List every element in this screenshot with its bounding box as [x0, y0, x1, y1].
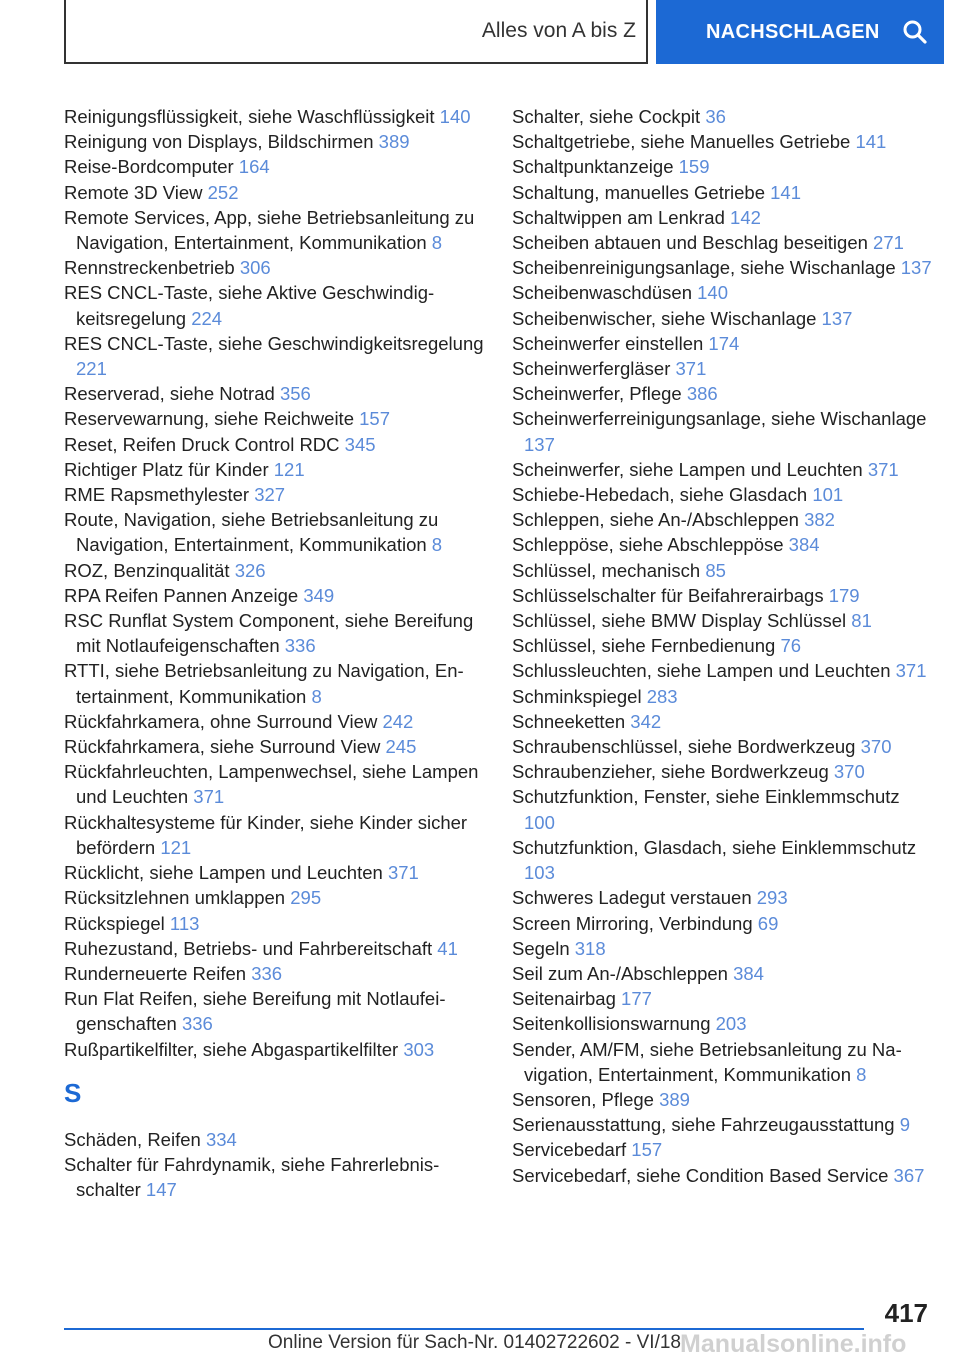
index-list-s-continued — [512, 104, 932, 1188]
page-reference-link[interactable]: 389 — [659, 1088, 690, 1110]
page-reference-link[interactable]: 336 — [181, 1013, 213, 1035]
index-entry-text: Ruhezustand, Betriebs- und Fahrbereitschaft — [64, 937, 433, 959]
search-icon[interactable] — [902, 19, 928, 45]
index-entry — [64, 1127, 494, 1152]
index-entry-text: RME Rapsmethylester — [64, 484, 250, 506]
page-reference-link[interactable]: 8 — [431, 534, 443, 556]
index-entry-text: Seitenairbag — [512, 988, 616, 1010]
index-entry-text: Seil zum An-/Abschleppen — [512, 962, 728, 984]
index-entry — [512, 104, 932, 129]
page-reference-link[interactable]: 137 — [900, 257, 932, 279]
index-entry — [512, 532, 932, 557]
index-entry-text: Schiebe-Hebedach, siehe Glasdach — [512, 484, 808, 506]
page-reference-link[interactable]: 295 — [290, 887, 322, 909]
page-reference-link[interactable]: 342 — [630, 710, 662, 732]
page-reference-link[interactable]: 245 — [385, 736, 417, 758]
page-reference-link[interactable]: 327 — [254, 484, 286, 506]
index-entry-text: Screen Mirroring, Verbindung — [512, 912, 753, 934]
page-reference-link[interactable]: 221 — [76, 358, 107, 380]
index-entry-text: Sender, AM/FM, siehe Betriebsanleitung zu Navigation, Entertainment, Kommunikation — [512, 1038, 902, 1085]
index-entry — [64, 608, 494, 658]
index-entry-text: Servicebedarf, siehe Condition Based Service — [512, 1164, 889, 1186]
index-entry-text: Reserverad, siehe Notrad — [64, 383, 275, 405]
index-entry-text: Rußpartikelfilter, siehe Abgaspartikelfilter — [64, 1038, 399, 1060]
index-entry-text: Schraubenzieher, siehe Bordwerkzeug — [512, 761, 829, 783]
page-reference-link[interactable]: 41 — [437, 937, 458, 959]
page-reference-link[interactable]: 76 — [780, 635, 802, 657]
page-reference-link[interactable]: 334 — [205, 1128, 237, 1150]
index-entry — [512, 583, 932, 608]
index-entry — [512, 1112, 932, 1137]
index-entry-text: Schlüssel, siehe BMW Display Schlüssel — [512, 610, 847, 632]
index-entry-text: Reset, Reifen Druck Control RDC — [64, 433, 340, 455]
page-reference-link[interactable]: 121 — [160, 836, 192, 858]
index-entry — [64, 558, 494, 583]
index-entry — [512, 936, 932, 961]
index-entry — [512, 608, 932, 633]
watermark: Manualsonline.info — [680, 1330, 907, 1358]
index-entry — [512, 255, 932, 280]
page-reference-link[interactable]: 8 — [856, 1063, 867, 1085]
page-reference-link[interactable]: 69 — [757, 912, 779, 934]
page-reference-link[interactable]: 8 — [311, 685, 322, 707]
index-entry — [64, 129, 494, 154]
index-entry — [512, 1137, 932, 1162]
index-list-r — [64, 104, 494, 1062]
index-entry-text: Remote 3D View — [64, 181, 203, 203]
index-entry — [64, 381, 494, 406]
index-entry-text: Schaltwippen am Lenkrad — [512, 206, 725, 228]
index-entry — [64, 961, 494, 986]
index-entry — [512, 961, 932, 986]
page-reference-link[interactable]: 141 — [770, 181, 801, 203]
page-reference-link[interactable]: 224 — [191, 307, 223, 329]
index-entry-text: Schleppen, siehe An-/Abschleppen — [512, 509, 799, 531]
index-entry — [64, 482, 494, 507]
index-entry-text: Schminkspiegel — [512, 685, 642, 707]
index-entry-text: Scheinwerfer, Pflege — [512, 383, 682, 405]
index-entry-text: RES CNCL-Taste, siehe Geschwindigkeitsregelung — [64, 332, 484, 354]
index-entry-text: Remote Services, App, siehe Betriebsanleitung zu Navigation, Entertainment, Kommunikation — [64, 206, 475, 254]
index-entry — [64, 583, 494, 608]
page-reference-link[interactable]: 164 — [238, 156, 270, 178]
index-entry-text: Segeln — [512, 937, 570, 959]
index-entry-text: Rücklicht, siehe Lampen und Leuchten — [64, 862, 383, 884]
index-entry — [64, 331, 494, 381]
index-entry-text: Seitenkollisionswarnung — [512, 1013, 711, 1035]
index-entry — [64, 1037, 494, 1062]
index-entry-text: Scheibenwaschdüsen — [512, 282, 692, 304]
index-entry — [512, 154, 932, 179]
page-reference-link[interactable]: 384 — [733, 962, 764, 984]
page-reference-link[interactable]: 142 — [730, 206, 761, 228]
page-reference-link[interactable]: 36 — [705, 106, 726, 127]
page-reference-link[interactable]: 349 — [303, 584, 335, 606]
index-entry — [64, 154, 494, 179]
index-entry-text: Schutzfunktion, Fenster, siehe Einklemmschutz — [512, 786, 900, 808]
index-column-right — [512, 104, 932, 1188]
page-reference-link[interactable]: 271 — [873, 232, 904, 254]
index-list-s — [64, 1127, 494, 1203]
index-entry-text: Rückspiegel — [64, 912, 165, 934]
index-entry-text: Scheinwerferreinigungsanlage, siehe Wischanlage — [512, 408, 927, 430]
index-entry-text: Rückfahrkamera, ohne Surround View — [64, 710, 378, 732]
index-entry-text: Schaltgetriebe, siehe Manuelles Getriebe — [512, 131, 851, 153]
index-entry — [512, 784, 932, 834]
index-entry — [64, 255, 494, 280]
index-entry — [64, 205, 494, 255]
page-reference-link[interactable]: 318 — [574, 937, 606, 959]
page-reference-link[interactable]: 356 — [279, 383, 311, 405]
index-entry-text: Schalter für Fahrdynamik, siehe Fahrerlebnisschalter — [64, 1153, 440, 1201]
section-letter: S — [64, 1077, 82, 1108]
index-entry — [64, 810, 494, 860]
index-entry — [512, 482, 932, 507]
page-reference-link[interactable]: 179 — [828, 584, 860, 606]
index-entry — [512, 306, 932, 331]
index-entry-text: Serienausstattung, siehe Fahrzeugausstattung — [512, 1114, 895, 1136]
index-entry — [512, 709, 932, 734]
index-entry — [512, 1087, 932, 1112]
page-reference-link[interactable]: 371 — [895, 660, 927, 682]
index-entry — [64, 885, 494, 910]
page-reference-link[interactable]: 8 — [431, 232, 443, 254]
index-entry — [512, 507, 932, 532]
index-entry — [64, 280, 494, 330]
index-entry-text: Richtiger Platz für Kinder — [64, 458, 269, 480]
index-entry — [512, 180, 932, 205]
page-reference-link[interactable]: 371 — [193, 786, 225, 808]
index-entry — [64, 911, 494, 936]
page-reference-link[interactable]: 85 — [705, 559, 726, 581]
index-entry — [64, 1152, 494, 1202]
page-reference-link[interactable]: 147 — [145, 1179, 177, 1201]
index-entry — [512, 356, 932, 381]
index-entry-text: RTTI, siehe Betriebsanleitung zu Navigation, Entertainment, Kommunikation — [64, 660, 464, 707]
page-reference-link[interactable]: 382 — [804, 509, 835, 531]
page-reference-link[interactable]: 371 — [387, 862, 419, 884]
index-entry-text: Route, Navigation, siehe Betriebsanleitung zu Navigation, Entertainment, Kommunikation — [64, 509, 439, 556]
index-entry-text: Scheinwerfer einstellen — [512, 332, 704, 354]
page-reference-link[interactable]: 103 — [524, 862, 555, 884]
index-entry — [64, 734, 494, 759]
index-entry-text: Reise-Bordcomputer — [64, 156, 234, 178]
index-entry-text: Reinigung von Displays, Bildschirmen — [64, 131, 374, 153]
index-entry-text: Rückfahrleuchten, Lampenwechsel, siehe Lampen und Leuchten — [64, 761, 479, 808]
index-entry — [64, 860, 494, 885]
index-entry — [512, 558, 932, 583]
index-entry — [64, 507, 494, 557]
index-entry — [512, 381, 932, 406]
tab-label: NACHSCHLAGEN — [706, 20, 880, 43]
page-number: 417 — [884, 1298, 928, 1328]
page-reference-link[interactable]: 159 — [678, 156, 710, 178]
page-reference-link[interactable]: 283 — [646, 685, 678, 707]
page-reference-link[interactable]: 100 — [524, 811, 555, 833]
page-reference-link[interactable]: 113 — [169, 912, 200, 934]
index-entry — [512, 1011, 932, 1036]
index-entry — [64, 709, 494, 734]
index-entry-text: Scheibenreinigungsanlage, siehe Wischanlage — [512, 257, 896, 279]
page-reference-link[interactable]: 140 — [439, 106, 471, 127]
index-entry-text: Reservewarnung, siehe Reichweite — [64, 408, 354, 430]
page-reference-link[interactable]: 386 — [686, 383, 718, 405]
page-reference-link[interactable]: 345 — [344, 433, 376, 455]
page-reference-link[interactable]: 203 — [715, 1013, 747, 1035]
online-version-note: Online Version für Sach-Nr. 01402722602 - VI/18 — [268, 1332, 681, 1353]
page-reference-link[interactable]: 370 — [833, 761, 865, 783]
index-entry-text: Rückhaltesysteme für Kinder, siehe Kinder sicher befördern — [64, 811, 468, 858]
index-entry-text: RSC Runflat System Component, siehe Bereifung mit Notlaufeigenschaften — [64, 610, 474, 657]
page-reference-link[interactable]: 157 — [631, 1139, 663, 1161]
index-entry — [64, 457, 494, 482]
index-entry-text: Scheibenwischer, siehe Wischanlage — [512, 307, 817, 329]
index-entry — [64, 936, 494, 961]
page-reference-link[interactable]: 242 — [382, 710, 414, 732]
page-reference-link[interactable]: 141 — [855, 131, 887, 153]
index-entry — [64, 432, 494, 457]
index-entry-text: Schlüssel, mechanisch — [512, 559, 701, 581]
index-entry — [512, 205, 932, 230]
index-entry-text: Schutzfunktion, Glasdach, siehe Einklemmschutz — [512, 836, 917, 858]
section-title: Alles von A bis Z — [481, 19, 636, 42]
index-entry-text: Scheiben abtauen und Beschlag beseitigen — [512, 232, 868, 254]
page-reference-link[interactable]: 306 — [239, 257, 271, 279]
page-reference-link[interactable]: 252 — [207, 181, 239, 203]
index-entry-text: Scheinwerfer, siehe Lampen und Leuchten — [512, 458, 863, 480]
index-entry — [512, 1163, 932, 1188]
index-entry — [512, 331, 932, 356]
page-reference-link[interactable]: 303 — [403, 1038, 435, 1060]
index-entry-text: Schaltung, manuelles Getriebe — [512, 181, 765, 203]
index-column-left — [64, 104, 494, 1202]
index-entry-text: Rückfahrkamera, siehe Surround View — [64, 736, 381, 758]
index-entry — [512, 406, 932, 456]
index-entry — [512, 230, 932, 255]
index-entry — [512, 835, 932, 885]
page-reference-link[interactable]: 384 — [788, 534, 820, 556]
page-reference-link[interactable]: 177 — [621, 988, 652, 1010]
index-entry-text: Schalter, siehe Cockpit — [512, 106, 701, 127]
page-reference-link[interactable]: 101 — [812, 484, 844, 506]
index-entry — [512, 986, 932, 1011]
page-reference-link[interactable]: 293 — [756, 887, 788, 909]
index-entry-text: RPA Reifen Pannen Anzeige — [64, 584, 299, 606]
index-entry-text: Sensoren, Pflege — [512, 1088, 654, 1110]
index-entry-text: Schäden, Reifen — [64, 1128, 201, 1150]
page-reference-link[interactable]: 137 — [524, 433, 555, 455]
index-entry-text: Schlüssel, siehe Fernbedienung — [512, 635, 776, 657]
page-reference-link[interactable]: 326 — [234, 559, 266, 581]
page-reference-link[interactable]: 371 — [867, 458, 899, 480]
index-entry — [64, 658, 494, 708]
index-entry — [512, 684, 932, 709]
index-entry-text: Scheinwerfergläser — [512, 358, 671, 380]
index-entry — [64, 759, 494, 809]
index-entry — [64, 986, 494, 1036]
page-reference-link[interactable]: 336 — [284, 635, 316, 657]
page-reference-link[interactable]: 389 — [378, 131, 410, 153]
index-entry-text: Reinigungsflüssigkeit, siehe Waschflüssigkeit — [64, 106, 435, 127]
index-entry-text: Servicebedarf — [512, 1139, 627, 1161]
page-reference-link[interactable]: 371 — [675, 358, 707, 380]
page-reference-link[interactable]: 336 — [251, 962, 283, 984]
page-reference-link[interactable]: 81 — [851, 610, 872, 632]
index-entry — [512, 911, 932, 936]
index-entry-text: Schlüsselschalter für Beifahrerairbags — [512, 584, 824, 606]
index-entry-text: Schlussleuchten, siehe Lampen und Leuchten — [512, 660, 891, 682]
index-entry-text: Run Flat Reifen, siehe Bereifung mit Notlaufeigenschaften — [64, 988, 446, 1035]
page-reference-link[interactable]: 9 — [899, 1114, 911, 1136]
index-entry — [512, 280, 932, 305]
index-entry — [512, 633, 932, 658]
index-entry-text: ROZ, Benzinqualität — [64, 559, 230, 581]
index-entry-text: Rücksitzlehnen umklappen — [64, 887, 286, 909]
index-entry-text: Rennstreckenbetrieb — [64, 257, 235, 279]
page-reference-link[interactable]: 367 — [893, 1164, 925, 1186]
index-entry — [512, 457, 932, 482]
index-entry — [512, 759, 932, 784]
index-entry — [64, 180, 494, 205]
page-reference-link[interactable]: 121 — [273, 458, 305, 480]
page-reference-link[interactable]: 370 — [860, 736, 892, 758]
index-entry-text: Schaltpunktanzeige — [512, 156, 674, 178]
page-reference-link[interactable]: 174 — [708, 332, 740, 354]
nachschlagen-tab[interactable] — [656, 0, 944, 64]
page-reference-link[interactable]: 140 — [697, 282, 729, 304]
index-entry-text: RES CNCL-Taste, siehe Aktive Geschwindigkeitsregelung — [64, 282, 435, 329]
page-reference-link[interactable]: 137 — [821, 307, 853, 329]
index-entry — [512, 129, 932, 154]
index-entry — [512, 1037, 932, 1087]
index-entry-text: Schneeketten — [512, 710, 626, 732]
index-entry — [64, 104, 494, 129]
index-entry-text: Runderneuerte Reifen — [64, 962, 247, 984]
page-reference-link[interactable]: 157 — [359, 408, 390, 430]
index-entry-text: Schweres Ladegut verstauen — [512, 887, 752, 909]
index-entry — [512, 885, 932, 910]
index-entry-text: Schleppöse, siehe Abschleppöse — [512, 534, 784, 556]
index-entry — [512, 734, 932, 759]
index-entry — [512, 658, 932, 683]
index-entry — [64, 406, 494, 431]
section-title-box — [64, 0, 648, 64]
index-entry-text: Schraubenschlüssel, siehe Bordwerkzeug — [512, 736, 856, 758]
